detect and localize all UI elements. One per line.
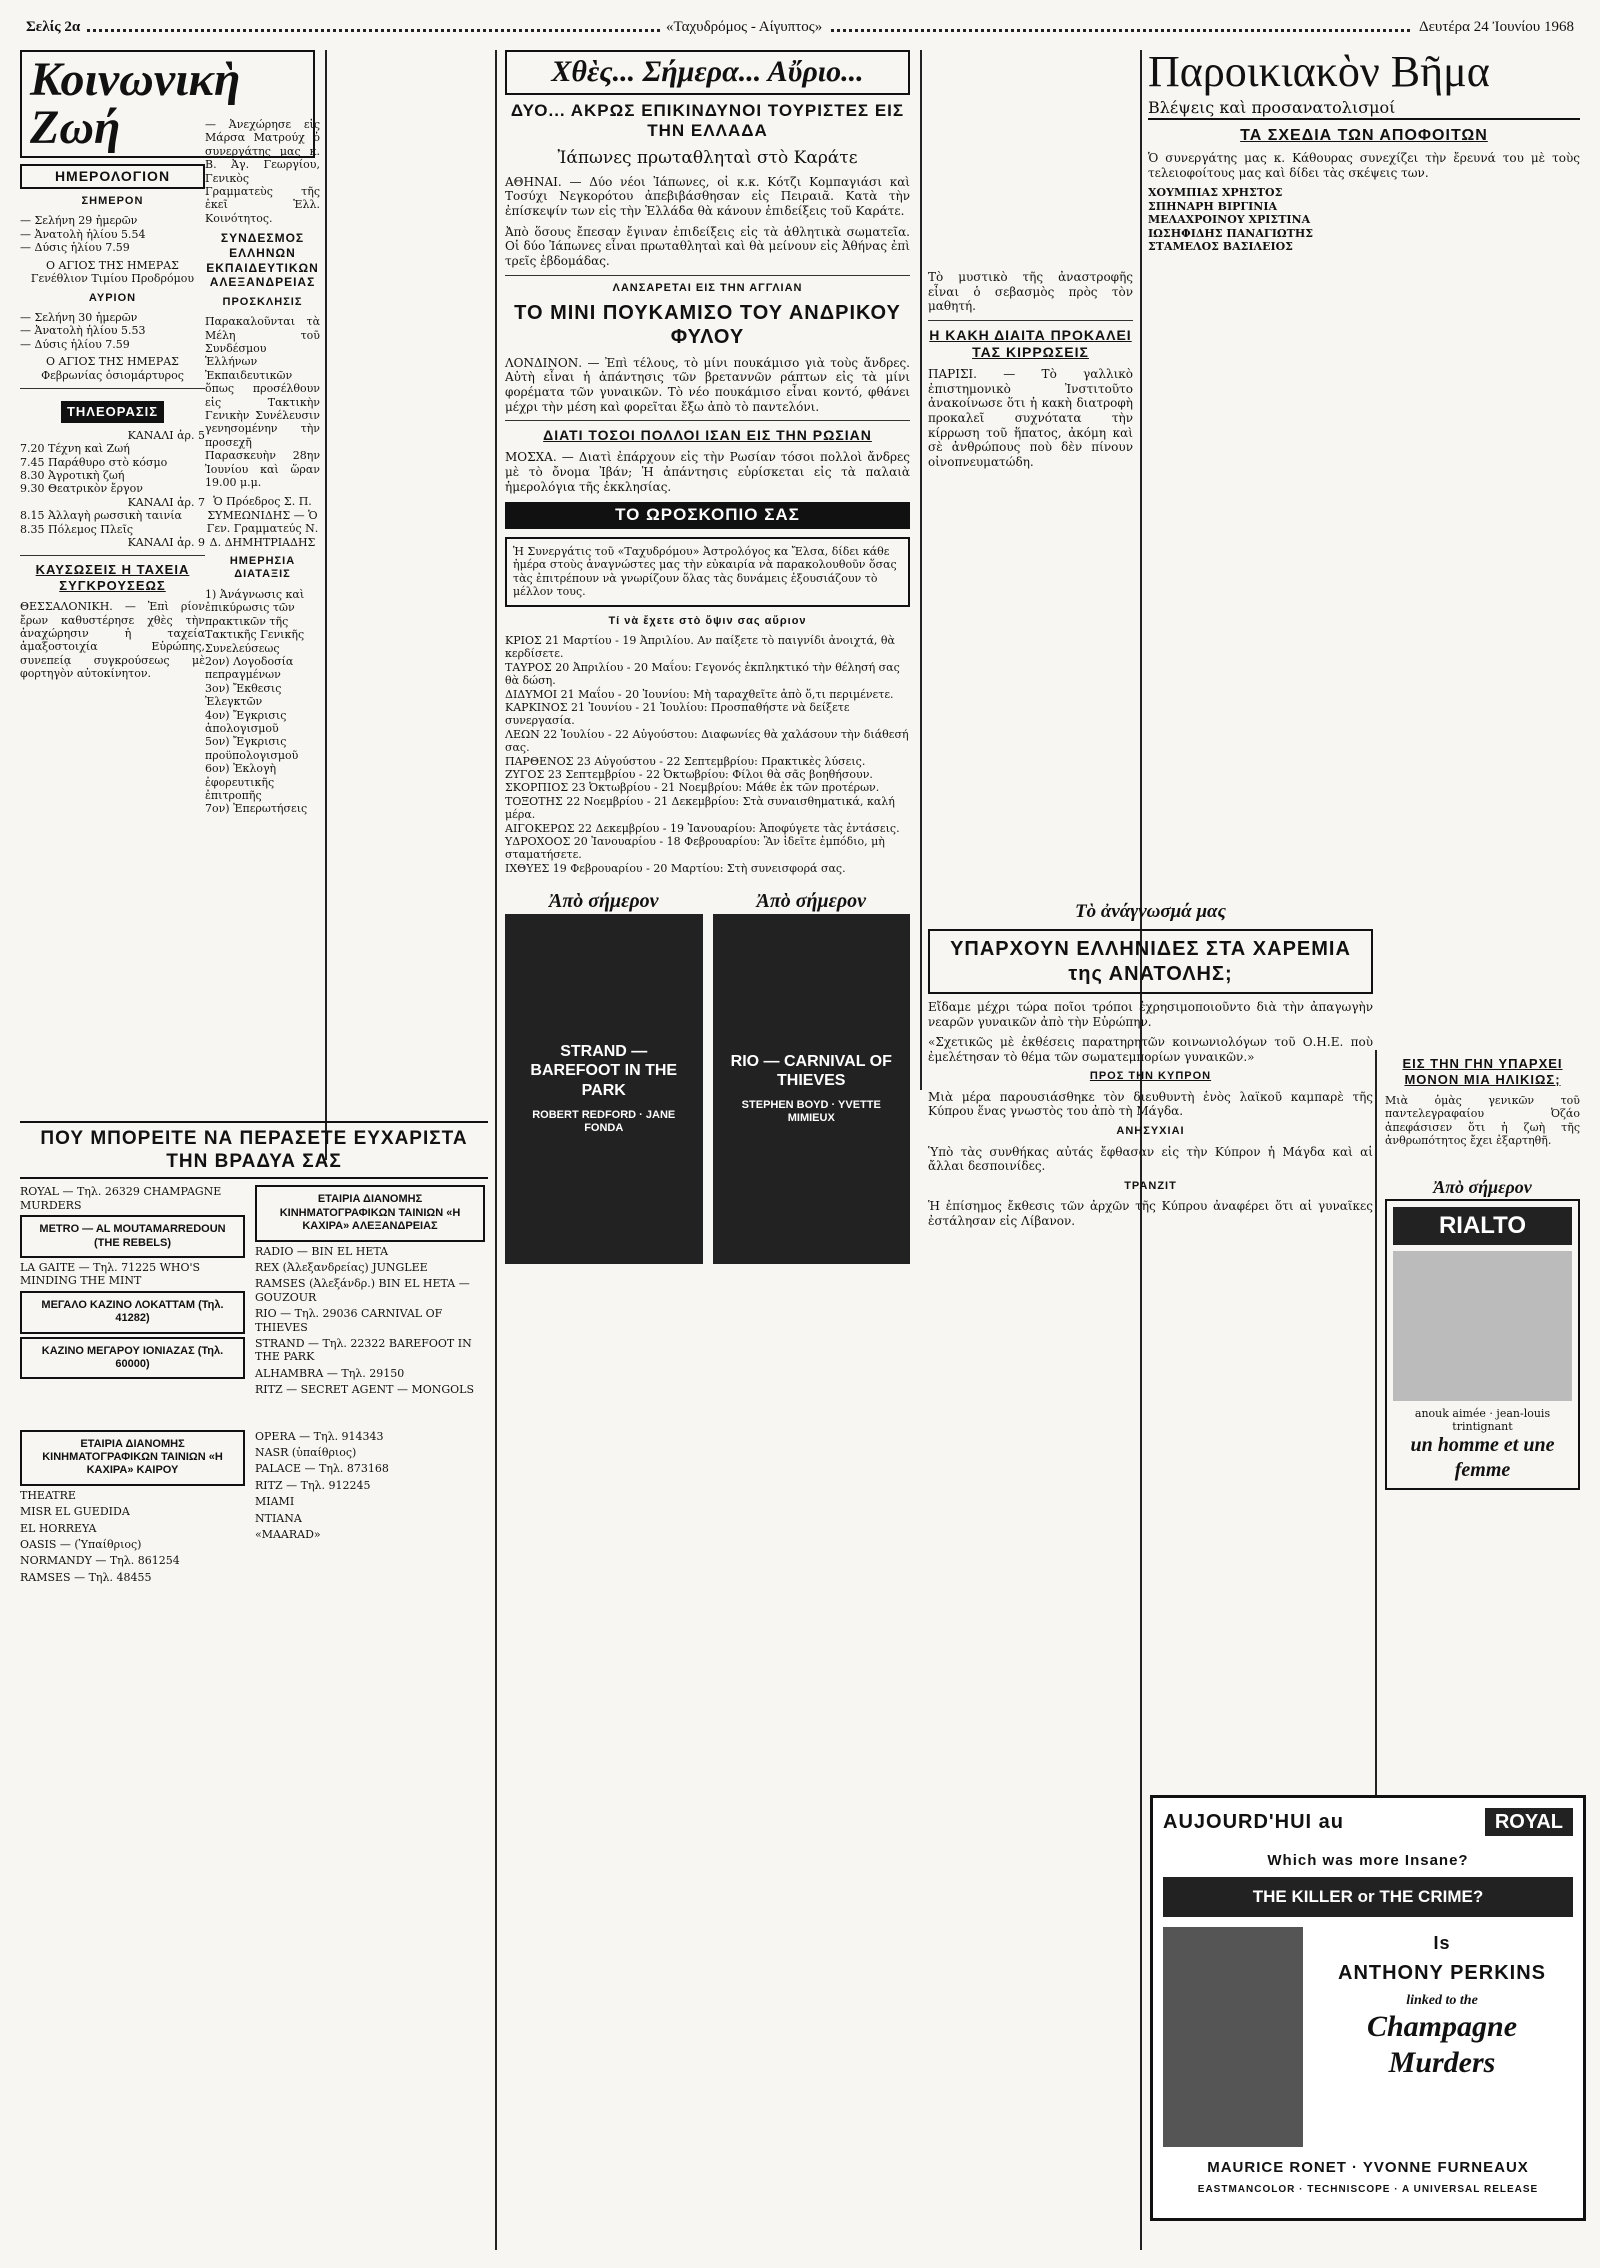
union-subtitle: ΠΡΟΣΚΛΗΣΙΣ xyxy=(222,295,303,308)
horoscope-sign: ΚΡΙΟΣ 21 Μαρτίου - 19 Ἀπριλίου. Αν παίξετε τὸ παιγνίδι ἀνοιχτά, θὰ κερδίσετε. xyxy=(505,633,895,661)
tv-listing: 7.45 Παράθυρο στὸ κόσμο xyxy=(20,455,168,469)
anxiety-heading: ΑΝΗΣΥΧΙΑΙ xyxy=(1116,1125,1185,1138)
tv-listing: 8.30 Ἀγροτικὴ ζωή xyxy=(20,469,125,483)
community-title: Παροικιακὸν Βῆμα xyxy=(1148,47,1490,96)
cairo-entry: THEATRE xyxy=(20,1488,76,1502)
tv-listing: 8.15 Ἀλλαγὴ ρωσσικὴ ταινία xyxy=(20,509,182,523)
paper-name: «Ταχυδρόμος - Αίγυπτος» xyxy=(660,18,828,36)
tranzit-heading: ΤΡΑΝΖΙΤ xyxy=(1124,1179,1177,1192)
cairo-entry: OPERA — Τηλ. 914343 xyxy=(255,1429,384,1443)
rialto-photo xyxy=(1393,1251,1572,1401)
graduates-intro: Ὁ συνεργάτης μας κ. Κάθουρας συνεχίζει τὴν ἔρευνά του μὲ τοὺς τελειοφοίτους μας καὶ δίδει τὰς σκέψεις των. xyxy=(1148,151,1580,180)
cairo-entry: EL HORREYA xyxy=(20,1521,97,1535)
rialto-film: un homme et une femme xyxy=(1410,1434,1555,1481)
tv-channel: ΚΑΝΑΛΙ ἀρ. 5 xyxy=(127,428,205,442)
distributor-box: ΕΤΑΙΡΙΑ ΔΙΑΝΟΜΗΣ ΚΙΝΗΜΑΤΟΓΡΑΦΙΚΩΝ ΤΑΙΝΙΩΝ «Η ΚΑΧΙΡΑ» ΑΛΕΞΑΝΔΡΕΙΑΣ xyxy=(255,1185,485,1241)
tv-channel: ΚΑΝΑΛΙ ἀρ. 9 xyxy=(127,536,205,550)
royal-film-title: Champagne Murders xyxy=(1366,2009,1518,2080)
from-today-label: Ἀπὸ σήμερον xyxy=(548,890,659,913)
age-headline: ΕΙΣ ΤΗΝ ΓΗΝ ΥΠΑΡΧΕΙ ΜΟΝΟΝ ΜΙΑ ΗΛΙΚΙΩΣ; xyxy=(1402,1056,1563,1087)
horoscope-intro: Ἡ Συνεργάτις τοῦ «Ταχυδρόμου» Ἀστρολόγος κα Ἔλσα, δίδει κάθε ἡμέρα στοὺς ἀναγνώστες μας τὴν εὐκαιρία νὰ παρακολουθοῦν ὅσας τὰς ἐπιτρέπουν νὰ γνωρίζουν ὅλας τὰς δυνάμεις ἐξουσιάζουν τὸ μέλλον τους. xyxy=(505,537,910,607)
union-signature: Ὁ Πρόεδρος Σ. Π. ΣΥΜΕΩΝΙΔΗΣ — Ὁ Γεν. Γραμματεύς Ν. Δ. ΔΗΜΗΤΡΙΑΔΗΣ xyxy=(206,495,319,549)
horoscope-sign: ΥΔΡΟΧΟΟΣ 20 Ἰανουαρίου - 18 Φεβρουαρίου: Ἂν ἰδεῖτε ἐμπόδιο, μὴ σταματήσετε. xyxy=(505,835,885,862)
agenda-item: 1) Ἀνάγνωσις καὶ ἐπικύρωσις τῶν πρακτικῶν τῆς Τακτικῆς Γενικῆς Συνελεύσεως xyxy=(205,587,305,655)
today-line: — Δύσις ἡλίου 7.59 xyxy=(20,241,130,255)
royal-photo xyxy=(1163,1927,1303,2147)
cairo-entry: OASIS — (Ὑπαίθριος) xyxy=(20,1538,142,1552)
agenda-item: 6ον) Ἐκλογὴ ἐφορευτικῆς ἐπιτροπῆς xyxy=(205,762,277,802)
horoscope-sign: ΤΟΞΟΤΗΣ 22 Νοεμβρίου - 21 Δεκεμβρίου: Στὰ συναισθηματικά, καλή μέρα. xyxy=(505,794,895,822)
union-text: Παρακαλοῦνται τὰ Μέλη τοῦ Συνδέσμου Ἑλλήνων Ἐκπαιδευτικῶν ὅπως προσέλθουν εἰς Τακτικὴν Γενικὴν Συνέλευσιν γενησομένην τὴν προσεχῆ Παρασκευὴν 28ην Ἰουνίου καὶ ὥραν 19.00 μ.μ. xyxy=(205,315,320,490)
cinema-entry: RAMSES (Ἀλεξάνδρ.) BIN EL HETA — GOUZOUR xyxy=(255,1277,470,1304)
cinema-left-list xyxy=(20,1185,245,1399)
cinema-listings xyxy=(20,1115,488,1587)
divider xyxy=(505,275,910,276)
karate-headline: ΔΥΟ... ΑΚΡΩΣ ΕΠΙΚΙΝΔΥΝΟΙ ΤΟΥΡΙΣΤΕΣ ΕΙΣ ΤΗΝ ΕΛΛΑΔΑ xyxy=(510,100,905,141)
heat-article: ΘΕΣΣΑΛΟΝΙΚΗ. — Ἐπὶ ρίον ἔρων καθυστέρησε χθὲς τὴν ἀναχώρησιν ἡ ταχεία ἀμαξοστοιχία Εὐρώπης, συνεπείᾳ συγκρούσεως μὲ φορτηγὸν αὐτοκίνητον. xyxy=(20,600,205,681)
society-column-2 xyxy=(205,118,320,816)
cinema-right-list xyxy=(255,1185,485,1399)
tv-listing: 7.20 Τέχνη καὶ Ζωή xyxy=(20,442,130,456)
karate-article: ΑΘΗΝΑΙ. — Δύο νέοι Ἰάπωνες, οἱ κ.κ. Κότζι Κομπαγιάσι καὶ Τοσύχι Νεγκορότου ἀπεβιβάσθησαν εἰς Πειραιᾶ. Κατὰ τὴν ἐπίσκεψίν των εἰς τὴν Ἑλλάδα θὰ κάνουν ἐπιδείξεις τοῦ Καράτε. xyxy=(505,174,910,219)
cyprus-heading: ΠΡΟΣ ΤΗΝ ΚΥΠΡΟΝ xyxy=(1089,1070,1212,1083)
column-rule xyxy=(325,50,327,1160)
cinema-entry: STRAND — Τηλ. 22322 BAREFOOT IN THE PARK xyxy=(255,1337,472,1364)
heat-headline: ΚΑΥΣΩΣΕΙΣ Η ΤΑΧΕΙΑ ΣΥΓΚΡΟΥΣΕΩΣ xyxy=(35,562,190,594)
royal-star: ANTHONY PERKINS xyxy=(1338,1962,1546,1985)
community-subtitle: Βλέψεις καὶ προσανατολισμοί xyxy=(1148,98,1580,120)
from-today-label: Ἀπὸ σήμερον xyxy=(756,890,867,913)
tv-listing: 8.35 Πόλεμος Πλεῖς xyxy=(20,522,134,536)
divider xyxy=(20,388,205,389)
royal-cast: MAURICE RONET · YVONNE FURNEAUX xyxy=(1207,2159,1529,2177)
rialto-cast: anouk aimée · jean-louis trintignant xyxy=(1414,1406,1551,1433)
horoscope-sign: ΙΧΘΥΕΣ 19 Φεβρουαρίου - 20 Μαρτίου: Στὴ συνεισφορά σας. xyxy=(505,861,846,875)
shirt-article: ΛΟΝΔΙΝΟΝ. — Ἐπὶ τέλους, τὸ μίνι πουκάμισο γιὰ τοὺς ἄνδρες. Αὐτὴ εἶναι ἡ ἀπάντησις τῶν βρεταννῶν ράπτων εἰς τὰ μίνι φορέματα τῶν γυναικῶν. Τὸ νέο πουκάμισο εἶναι κοντό, φθάνει μέχρι τὴν μέση καὶ φορεῖται ἔξω ἀπὸ τὸ παντελόνι. xyxy=(505,355,910,414)
cinema-entry: REX (Ἀλεξανδρείας) JUNGLEE xyxy=(255,1260,428,1274)
cinema-entry: RITZ — SECRET AGENT — MONGOLS xyxy=(255,1383,474,1397)
divider xyxy=(928,320,1133,321)
divider xyxy=(505,420,910,421)
tomorrow-line: — Ἀνατολὴ ἡλίου 5.53 xyxy=(20,324,146,338)
calendar-heading: ΗΜΕΡΟΛΟΓΙΟΝ xyxy=(20,164,205,189)
cinema-entry: METRO — AL MOUTAMARREDOUN (THE REBELS) xyxy=(20,1215,245,1258)
cinema-entry: ROYAL — Τηλ. 26329 CHAMPAGNE MURDERS xyxy=(20,1185,222,1212)
today-line: — Σελήνη 29 ἡμερῶν xyxy=(20,214,138,228)
rio-poster xyxy=(713,914,911,1264)
society-title: Κοινωνικὴ Ζωή xyxy=(20,50,315,158)
cinema-entry: ALHAMBRA — Τηλ. 29150 xyxy=(255,1366,405,1380)
casino-ad: ΚΑΖΙΝΟ ΜΕΓΑΡΟΥ ΙΟΝΙΑΖΑΣ (Τηλ. 60000) xyxy=(20,1337,245,1380)
tv-channel: ΚΑΝΑΛΙ ἀρ. 7 xyxy=(127,495,205,509)
agenda-item: 7ον) Ἐπερωτήσεις xyxy=(205,802,308,816)
right-column xyxy=(1385,1050,1580,1498)
royal-tech: EASTMANCOLOR · TECHNISCOPE · A UNIVERSAL RELEASE xyxy=(1197,2183,1539,2195)
masthead xyxy=(20,18,1580,44)
horoscope-sign: ΛΕΩΝ 22 Ἰουλίου - 22 Αὐγούστου: Διαφωνίες θὰ χαλάσουν τὴν διάθεσή σας. xyxy=(505,727,909,755)
graduate-name: ΧΟΥΜΠΙΑΣ ΧΡΗΣΤΟΣ xyxy=(1148,186,1283,200)
news-column xyxy=(505,50,910,1264)
agenda-item: 3ον) Ἔκθεσις Ἐλεγκτῶν xyxy=(205,681,282,709)
graduates-heading: ΤΑ ΣΧΕΔΙΑ ΤΩΝ ΑΠΟΦΟΙΤΩΝ xyxy=(1240,126,1488,144)
rialto-name: RIALTO xyxy=(1393,1207,1572,1244)
feature-paragraph: «Σχετικῶς μὲ ἐκθέσεις παρατηρητῶν κοινωνιολόγων τοῦ Ο.Η.Ε. ποὺ ἐμελέτησαν τὸ θέμα τῶν σωματεμπορίων γυναικῶν.» xyxy=(928,1035,1373,1064)
tomorrow-label: ΑΥΡΙΟΝ xyxy=(88,291,137,304)
appointment-note: — Ἀνεχώρησε εἰς Μάρσα Ματρούχ ὁ συνεργάτης μας κ. Β. Ἀγ. Γεωργίου, Γενικὸς Γραμματεὺς τῆς ἐκεῖ Ἑλλ. Κοινότητος. xyxy=(205,118,320,225)
page-label: Σελίς 2α xyxy=(20,18,86,36)
from-today-label: Ἀπὸ σήμερον xyxy=(1433,1177,1532,1198)
royal-is: Is xyxy=(1433,1933,1451,1954)
royal-linked: linked to the xyxy=(1406,1992,1478,2008)
today-saint: Ο ΑΓΙΟΣ ΤΗΣ ΗΜΕΡΑΣ Γενέθλιον Τιμίου Προδρόμου xyxy=(30,258,195,286)
tomorrow-line: — Δύσις ἡλίου 7.59 xyxy=(20,337,130,351)
royal-question: Which was more Insane? xyxy=(1267,1852,1469,1870)
horoscope-sign: ΤΑΥΡΟΣ 20 Ἀπριλίου - 20 Μαΐου: Γεγονός ἐκπληκτικό τὴν θέλησή σας θὰ δώση. xyxy=(505,660,900,688)
royal-today: AUJOURD'HUI au xyxy=(1163,1811,1344,1833)
feature-paragraph: Ὑπὸ τὰς συνθήκας αὐτάς ἔφθασαν εἰς τὴν Κύπρον ἡ Μάγδα καὶ αἱ ἄλλαι δεσποινίδες. xyxy=(928,1144,1373,1174)
rio-film: RIO — CARNIVAL OF THIEVES xyxy=(730,1052,892,1090)
casino-ad: ΜΕΓΑΛΟ ΚΑΖΙΝΟ ΛΟΚΑΤΤΑΜ (Τηλ. 41282) xyxy=(20,1291,245,1334)
cinema-entry: RIO — Τηλ. 29036 CARNIVAL OF THIEVES xyxy=(255,1307,443,1334)
cairo-entry: RAMSES — Τηλ. 48455 xyxy=(20,1570,152,1584)
union-title: ΣΥΝΔΕΣΜΟΣ ΕΛΛΗΝΩΝ ΕΚΠΑΙΔΕΥΤΙΚΩΝ ΑΛΕΞΑΝΔΡΕΙΑΣ xyxy=(206,231,319,290)
cinema-entry: LA GAITE — Τηλ. 71225 WHO'S MINDING THE MINT xyxy=(20,1260,201,1288)
royal-ad xyxy=(1150,1795,1586,2221)
horoscope-sign: ΠΑΡΘΕΝΟΣ 23 Αὐγούστου - 22 Σεπτεμβρίου: Πρακτικὲς λύσεις. xyxy=(505,754,866,768)
cairo-entry: PALACE — Τηλ. 873168 xyxy=(255,1462,389,1476)
horoscope-subheading: Τί νὰ ἔχετε στὸ ὄψιν σας αὔριον xyxy=(608,614,807,627)
ivan-article: ΜΟΣΧΑ. — Διατὶ ἐπάρχουν εἰς τὴν Ρωσίαν τόσοι πολλοὶ ἄνδρες μὲ τὸ ὄνομα Ἰβάν; Ἡ ἀπάντησις εὑρίσκεται εἰς τὰ παλαιὰ ἡμερολόγια τῆς ἐκκλησίας. xyxy=(505,450,910,494)
tv-listing: 9.30 Θεατρικὸν ἔργον xyxy=(20,482,143,496)
graduate-name: ΣΠΗΝΑΡΗ ΒΙΡΓΙΝΙΑ xyxy=(1148,199,1278,213)
rialto-ad xyxy=(1385,1199,1580,1490)
strand-cast: ROBERT REDFORD · JANE FONDA xyxy=(532,1108,676,1134)
column-rule xyxy=(495,50,497,2250)
age-article: Μιὰ ὁμὰς γενικῶν τοῦ παντελεγραφαίου Ὀζάο ἀπεφάσισεν ὅτι ἡ ζωὴ τῆς ἀνθρωπότητος ἔχει ἐξαρτηθῆ. xyxy=(1385,1093,1580,1147)
divider xyxy=(20,555,205,556)
cairo-left-list xyxy=(20,1430,245,1588)
rio-ad xyxy=(713,889,911,1263)
graduate-name: ΜΕΛΑΧΡΟΙΝΟΥ ΧΡΙΣΤΙΝΑ xyxy=(1148,213,1311,227)
agenda-item: 2ον) Λογοδοσία πεπραγμένων xyxy=(205,654,294,682)
horoscope-sign: ΖΥΓΟΣ 23 Σεπτεμβρίου - 22 Ὀκτωβρίου: Φίλοι θὰ σᾶς βοηθήσουν. xyxy=(505,768,873,782)
horoscope-sign: ΣΚΟΡΠΙΟΣ 23 Ὀκτωβρίου - 21 Νοεμβρίου: Μάθε ἐκ τῶν προτέρων. xyxy=(505,781,880,795)
cairo-entry: ΝΤΙΑΝΑ xyxy=(255,1511,302,1525)
tv-heading: ΤΗΛΕΟΡΑΣΙΣ xyxy=(61,401,164,423)
shirt-headline: ΤΟ ΜΙΝΙ ΠΟΥΚΑΜΙΣΟ ΤΟΥ ΑΝΔΡΙΚΟΥ ΦΥΛΟΥ xyxy=(514,301,901,349)
royal-cinema-name: ROYAL xyxy=(1485,1808,1573,1836)
feature-paragraph: Ἡ ἐπίσημος ἔκθεσις τῶν ἀρχῶν τῆς Κύπρου ἀναφέρει ὅτι αἱ γυναῖκες ἐστάλησαν εἰς Λίβανον. xyxy=(928,1199,1373,1228)
shirt-kicker: ΛΑΝΣΑΡΕΤΑΙ ΕΙΣ ΤΗΝ ΑΓΓΛΙΑΝ xyxy=(612,281,803,294)
feature-title: ΥΠΑΡΧΟΥΝ ΕΛΛΗΝΙΔΕΣ ΣΤΑ ΧΑΡΕΜΙΑ της ΑΝΑΤΟΛΗΣ; xyxy=(928,929,1373,994)
feature-paragraph: Μιὰ μέρα παρουσιάσθηκε τὸν διευθυντὴ ἑνὸς λαϊκοῦ καμπαρὲ τῆς Κύπρου ἕνας γνωστὸς του ἀπὸ τὴ Μάγδα. xyxy=(928,1089,1373,1119)
horoscope-sign: ΔΙΔΥΜΟΙ 21 Μαΐου - 20 Ἰουνίου: Μὴ ταραχθεῖτε ἀπὸ ὅ,τι περιμένετε. xyxy=(505,687,894,701)
cairo-right-list xyxy=(255,1430,485,1588)
news-banner: Χθὲς... Σήμερα... Αὔριο... xyxy=(505,50,910,95)
cairo-entry: MISR EL GUEDIDA xyxy=(20,1505,130,1519)
agenda-item: 5ον) Ἔγκρισις προϋπολογισμοῦ xyxy=(205,735,299,762)
feature-kicker: Τὸ ἀνάγνωσμά μας xyxy=(1074,901,1226,922)
diet-article: ΠΑΡΙΣΙ. — Τὸ γαλλικὸ ἐπιστημονικὸ Ἰνστιτοῦτο ἀνακοίνωσε ὅτι ἡ κακὴ διατροφὴ προκαλεῖ συχνότατα τὴν κίρρωση τοῦ ἥπατος, ἀκόμη καὶ σὲ ἀνθρώπους ποὺ δὲν πίνουν οἰνοπνευματώδη. xyxy=(928,367,1133,469)
cinema-banner: ΠΟΥ ΜΠΟΡΕΙΤΕ ΝΑ ΠΕΡΑΣΕΤΕ ΕΥΧΑΡΙΣΤΑ ΤΗΝ ΒΡΑΔΥΑ ΣΑΣ xyxy=(20,1121,488,1179)
cairo-entry: NORMANDY — Τηλ. 861254 xyxy=(20,1554,180,1568)
horoscope-sign: ΑΙΓΟΚΕΡΩΣ 22 Δεκεμβρίου - 19 Ἰανουαρίου: Ἀποφύγετε τὰς ἐντάσεις. xyxy=(505,821,900,835)
strand-poster xyxy=(505,914,703,1264)
community-column xyxy=(1148,47,1580,253)
strand-film: STRAND — BAREFOOT IN THE PARK xyxy=(530,1042,678,1099)
graduate-name: ΣΤΑΜΕΛΟΣ ΒΑΣΙΛΕΙΟΣ xyxy=(1148,239,1293,253)
students-article: Τὸ μυστικὸ τῆς ἀναστροφῆς εἶναι ὁ σεβασμὸς πρὸς τὸν μαθητή. xyxy=(928,270,1133,314)
today-line: — Ἀνατολὴ ἡλίου 5.54 xyxy=(20,227,146,241)
cinema-entry: RADIO — BIN EL HETA xyxy=(255,1244,389,1258)
cairo-distributor-box: ΕΤΑΙΡΙΑ ΔΙΑΝΟΜΗΣ ΚΙΝΗΜΑΤΟΓΡΑΦΙΚΩΝ ΤΑΙΝΙΩΝ «Η ΚΑΧΙΡΑ» ΚΑΙΡΟΥ xyxy=(20,1430,245,1486)
diet-headline: Η ΚΑΚΗ ΔΙΑΙΤΑ ΠΡΟΚΑΛΕΙ ΤΑΣ ΚΙΡΡΩΣΕΙΣ xyxy=(929,326,1132,360)
cairo-entry: «MAARAD» xyxy=(255,1528,321,1542)
cairo-entry: MIAMI xyxy=(255,1495,295,1509)
horoscope-heading: ΤΟ ΩΡΟΣΚΟΠΙΟ ΣΑΣ xyxy=(505,502,910,529)
tomorrow-saint: Ο ΑΓΙΟΣ ΤΗΣ ΗΜΕΡΑΣ Φεβρωνίας ὁσιομάρτυρος xyxy=(41,355,184,382)
feature-article xyxy=(928,900,1373,1234)
feature-paragraph: Εἴδαμε μέχρι τώρα ποῖοι τρόποι ἐχρησιμοποιοῦντο διὰ τὴν ἀπαγωγὴν νεαρῶν γυναικῶν ἀπὸ τὴν Εὐρώπην. xyxy=(928,999,1373,1029)
strand-ad xyxy=(505,889,703,1263)
karate-article-2: Ἀπὸ ὅσους ἔπεσαν ἔγιναν ἐπιδείξεις εἰς τὰ ἀθλητικὰ σωματεῖα. Οἱ δύο Ἰάπωνες εἶναι πρωταθληταὶ καὶ θὰ μείνουν εἰς Ἀθήνας ἐπὶ τρεῖς ἑβδομάδας. xyxy=(505,224,910,268)
agenda-item: 4ον) Ἔγκρισις ἀπολογισμοῦ xyxy=(205,708,287,735)
cairo-entry: NASR (ὑπαίθριος) xyxy=(255,1446,357,1460)
ivan-headline: ΔΙΑΤΙ ΤΟΣΟΙ ΠΟΛΛΟΙ ΙΣΑΝ ΕΙΣ ΤΗΝ ΡΩΣΙΑΝ xyxy=(543,427,872,444)
horoscope-sign: ΚΑΡΚΙΝΟΣ 21 Ἰουνίου - 21 Ἰουλίου: Προσπαθήστε νὰ δείξετε συνεργασία. xyxy=(505,700,850,728)
rio-cast: STEPHEN BOYD · YVETTE MIMIEUX xyxy=(741,1098,881,1125)
issue-date: Δευτέρα 24 Ἰουνίου 1968 xyxy=(1413,18,1580,36)
today-label: ΣΗΜΕΡΟΝ xyxy=(81,195,144,208)
column-rule xyxy=(920,50,922,1090)
side-news-column xyxy=(928,270,1133,475)
cairo-entry: RITZ — Τηλ. 912245 xyxy=(255,1478,371,1492)
tomorrow-line: — Σελήνη 30 ἡμερῶν xyxy=(20,310,138,324)
karate-subhead: Ἰάπωνες πρωταθληταὶ στὸ Καράτε xyxy=(557,148,858,169)
graduate-name: ΙΩΣΗΦΙΔΗΣ ΠΑΝΑΓΙΩΤΗΣ xyxy=(1148,226,1313,240)
agenda-heading: ΗΜΕΡΗΣΙΑ ΔΙΑΤΑΞΙΣ xyxy=(229,555,296,581)
royal-tagline: THE KILLER or THE CRIME? xyxy=(1163,1877,1573,1918)
